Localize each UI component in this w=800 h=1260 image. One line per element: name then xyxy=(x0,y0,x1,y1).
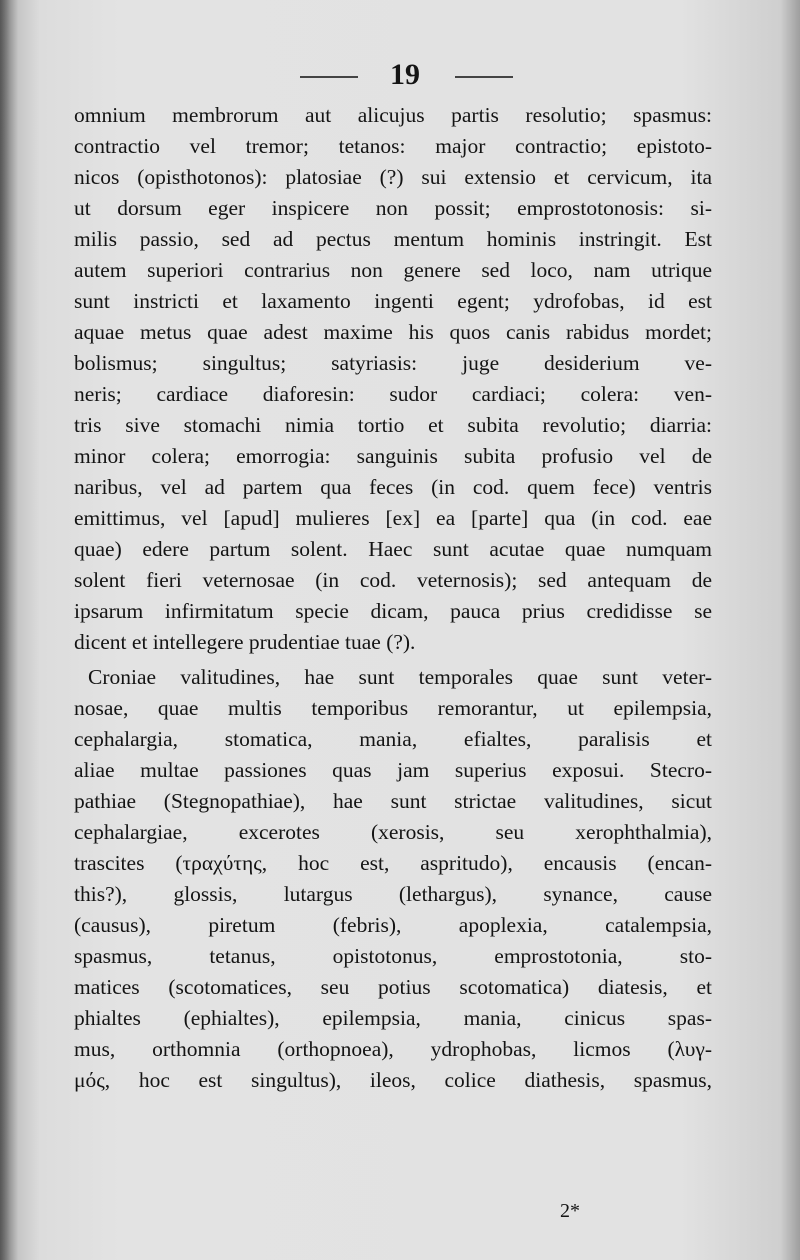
text-line: naribus, vel ad partem qua feces (in cod. quem fece) ventris xyxy=(74,475,712,499)
text-line: solent fieri veternosae (in cod. veternosis); sed antequam de xyxy=(74,568,712,592)
text-line: aquae metus quae adest maxime his quos canis rabidus mordet; xyxy=(74,320,712,344)
text-line: nicos (opisthotonos): platosiae (?) sui extensio et cervicum, ita xyxy=(74,165,712,189)
text-line: minor colera; emorrogia: sanguinis subita profusio vel de xyxy=(74,444,712,468)
text-line: μός, hoc est singultus), ileos, colice diathesis, spasmus, xyxy=(74,1068,712,1092)
text-line: nosae, quae multis temporibus remorantur, ut epilempsia, xyxy=(74,696,712,720)
text-line: quae) edere partum solent. Haec sunt acutae quae numquam xyxy=(74,537,712,561)
text-line: sunt instricti et laxamento ingenti egent; ydrofobas, id est xyxy=(74,289,712,313)
text-line: ipsarum infirmitatum specie dicam, pauca prius credidisse se xyxy=(74,599,712,623)
signature-mark: 2* xyxy=(560,1200,580,1222)
text-line: (causus), piretum (febris), apoplexia, catalempsia, xyxy=(74,913,712,937)
text-line: autem superiori contrarius non genere sed loco, nam utrique xyxy=(74,258,712,282)
text-line: tris sive stomachi nimia tortio et subita revolutio; diarria: xyxy=(74,413,712,437)
page-body-text xyxy=(74,100,712,1096)
text-line: ut dorsum eger inspicere non possit; emprostotonosis: si- xyxy=(74,196,712,220)
header-rule-right xyxy=(455,76,513,78)
page-header xyxy=(0,58,800,94)
text-line: pathiae (Stegnopathiae), hae sunt strictae valitudines, sicut xyxy=(74,789,712,813)
text-line: dicent et intellegere prudentiae tuae (?). xyxy=(74,630,416,654)
text-line: aliae multae passiones quas jam superius exposui. Stecro- xyxy=(74,758,712,782)
text-line: trascites (τραχύτης, hoc est, aspritudo), encausis (encan- xyxy=(74,851,712,875)
text-line: cephalargia, stomatica, mania, efialtes, paralisis et xyxy=(74,727,712,751)
text-line: matices (scotomatices, seu potius scotomatica) diatesis, et xyxy=(74,975,712,999)
text-line: contractio vel tremor; tetanos: major contractio; epistoto- xyxy=(74,134,712,158)
header-rule-left xyxy=(300,76,358,78)
text-line: neris; cardiace diaforesin: sudor cardiaci; colera: ven- xyxy=(74,382,712,406)
text-line: milis passio, sed ad pectus mentum hominis instringit. Est xyxy=(74,227,712,251)
text-line: omnium membrorum aut alicujus partis resolutio; spasmus: xyxy=(74,103,712,127)
text-line: cephalargiae, excerotes (xerosis, seu xerophthalmia), xyxy=(74,820,712,844)
text-line: emittimus, vel [apud] mulieres [ex] ea [parte] qua (in cod. eae xyxy=(74,506,712,530)
text-line: Croniae valitudines, hae sunt temporales quae sunt veter- xyxy=(88,665,712,689)
page-number: 19 xyxy=(390,58,420,91)
text-line: this?), glossis, lutargus (lethargus), synance, cause xyxy=(74,882,712,906)
text-line: mus, orthomnia (orthopnoea), ydrophobas, licmos (λυγ- xyxy=(74,1037,712,1061)
text-line: spasmus, tetanus, opistotonus, emprostotonia, sto- xyxy=(74,944,712,968)
text-line: bolismus; singultus; satyriasis: juge desiderium ve- xyxy=(74,351,712,375)
text-line: phialtes (ephialtes), epilempsia, mania, cinicus spas- xyxy=(74,1006,712,1030)
page-edge-shadow xyxy=(0,0,18,1260)
